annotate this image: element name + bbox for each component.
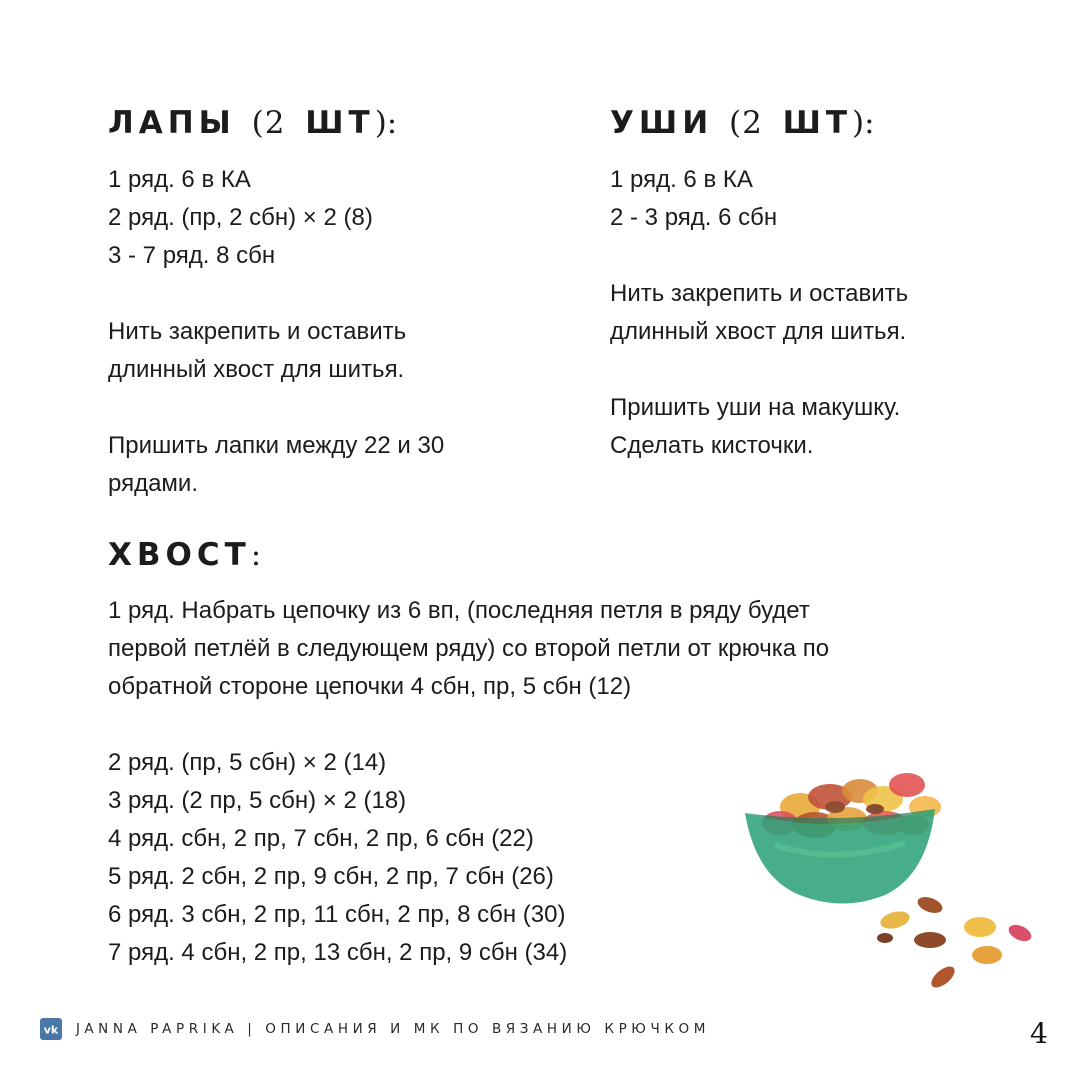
tail-instructions — [108, 592, 829, 972]
tail-line: 7 ряд. 4 сбн, 2 пр, 13 сбн, 2 пр, 9 сбн (34) — [108, 939, 568, 966]
footer-text: JANNA PAPRIKA | ОПИСАНИЯ И МК ПО ВЯЗАНИЮ КРЮЧКОМ — [76, 1021, 710, 1037]
paws-title: ЛАПЫ — [108, 105, 236, 141]
paws-line: 2 ряд. (пр, 2 сбн) × 2 (8) — [108, 204, 373, 231]
ears-line: Пришить уши на макушку. — [610, 394, 901, 421]
paws-line: 1 ряд. 6 в КА — [108, 166, 251, 193]
tail-line: 4 ряд. сбн, 2 пр, 7 сбн, 2 пр, 6 сбн (22) — [108, 825, 534, 852]
tail-line: первой петлёй в следующем ряду) со второй петли от крючка по — [108, 635, 830, 662]
paws-line: рядами. — [108, 470, 198, 497]
paws-open-paren: ( — [251, 105, 265, 141]
ears-line: 2 - 3 ряд. 6 сбн — [610, 204, 778, 231]
tail-heading — [108, 537, 262, 573]
paws-instructions — [108, 161, 444, 503]
tail-line: 1 ряд. Набрать цепочку из 6 вп, (последняя петля в ряду будет — [108, 597, 810, 624]
tail-line: 2 ряд. (пр, 5 сбн) × 2 (14) — [108, 749, 387, 776]
ears-close: ): — [852, 105, 875, 141]
paws-line: Пришить лапки между 22 и 30 — [108, 432, 445, 459]
vk-icon[interactable] — [40, 1018, 62, 1040]
tail-title: ХВОСТ — [108, 537, 251, 573]
paws-count: 2 — [264, 105, 290, 141]
bowl-of-dried-fruit-illustration — [735, 755, 1045, 1005]
paws-line — [108, 389, 444, 427]
svg-text:vk: vk — [43, 1023, 59, 1037]
ears-line: 1 ряд. 6 в КА — [610, 166, 753, 193]
ears-title: УШИ — [610, 105, 714, 141]
tail-line: 3 ряд. (2 пр, 5 сбн) × 2 (18) — [108, 787, 407, 814]
paws-heading — [108, 105, 398, 141]
tail-line: 5 ряд. 2 сбн, 2 пр, 9 сбн, 2 пр, 7 сбн (26) — [108, 863, 554, 890]
paws-line: длинный хвост для шитья. — [108, 356, 405, 383]
paws-line: Нить закрепить и оставить — [108, 318, 407, 345]
ears-unit: ШТ — [782, 105, 853, 141]
ears-count: 2 — [742, 105, 767, 141]
ears-line: Сделать кисточки. — [610, 432, 814, 459]
ears-instructions — [610, 161, 908, 465]
ears-line: Нить закрепить и оставить — [610, 280, 909, 307]
paws-line — [108, 275, 444, 313]
ears-open-paren: ( — [728, 105, 743, 141]
paws-unit: ШТ — [305, 105, 375, 141]
paws-close: ): — [374, 105, 398, 141]
footer — [40, 1017, 710, 1041]
ears-line: длинный хвост для шитья. — [610, 318, 907, 345]
ears-line — [610, 351, 908, 389]
tail-close: : — [250, 537, 262, 573]
paws-line: 3 - 7 ряд. 8 сбн — [108, 242, 276, 269]
tail-line — [108, 706, 829, 744]
tail-line: обратной стороне цепочки 4 сбн, пр, 5 сбн (12) — [108, 673, 632, 700]
scattered-nuts — [877, 894, 1034, 991]
ears-line — [610, 237, 908, 275]
tail-line: 6 ряд. 3 сбн, 2 пр, 11 сбн, 2 пр, 8 сбн (30) — [108, 901, 566, 928]
ears-heading — [610, 105, 875, 141]
page-number: 4 — [1030, 1017, 1048, 1050]
